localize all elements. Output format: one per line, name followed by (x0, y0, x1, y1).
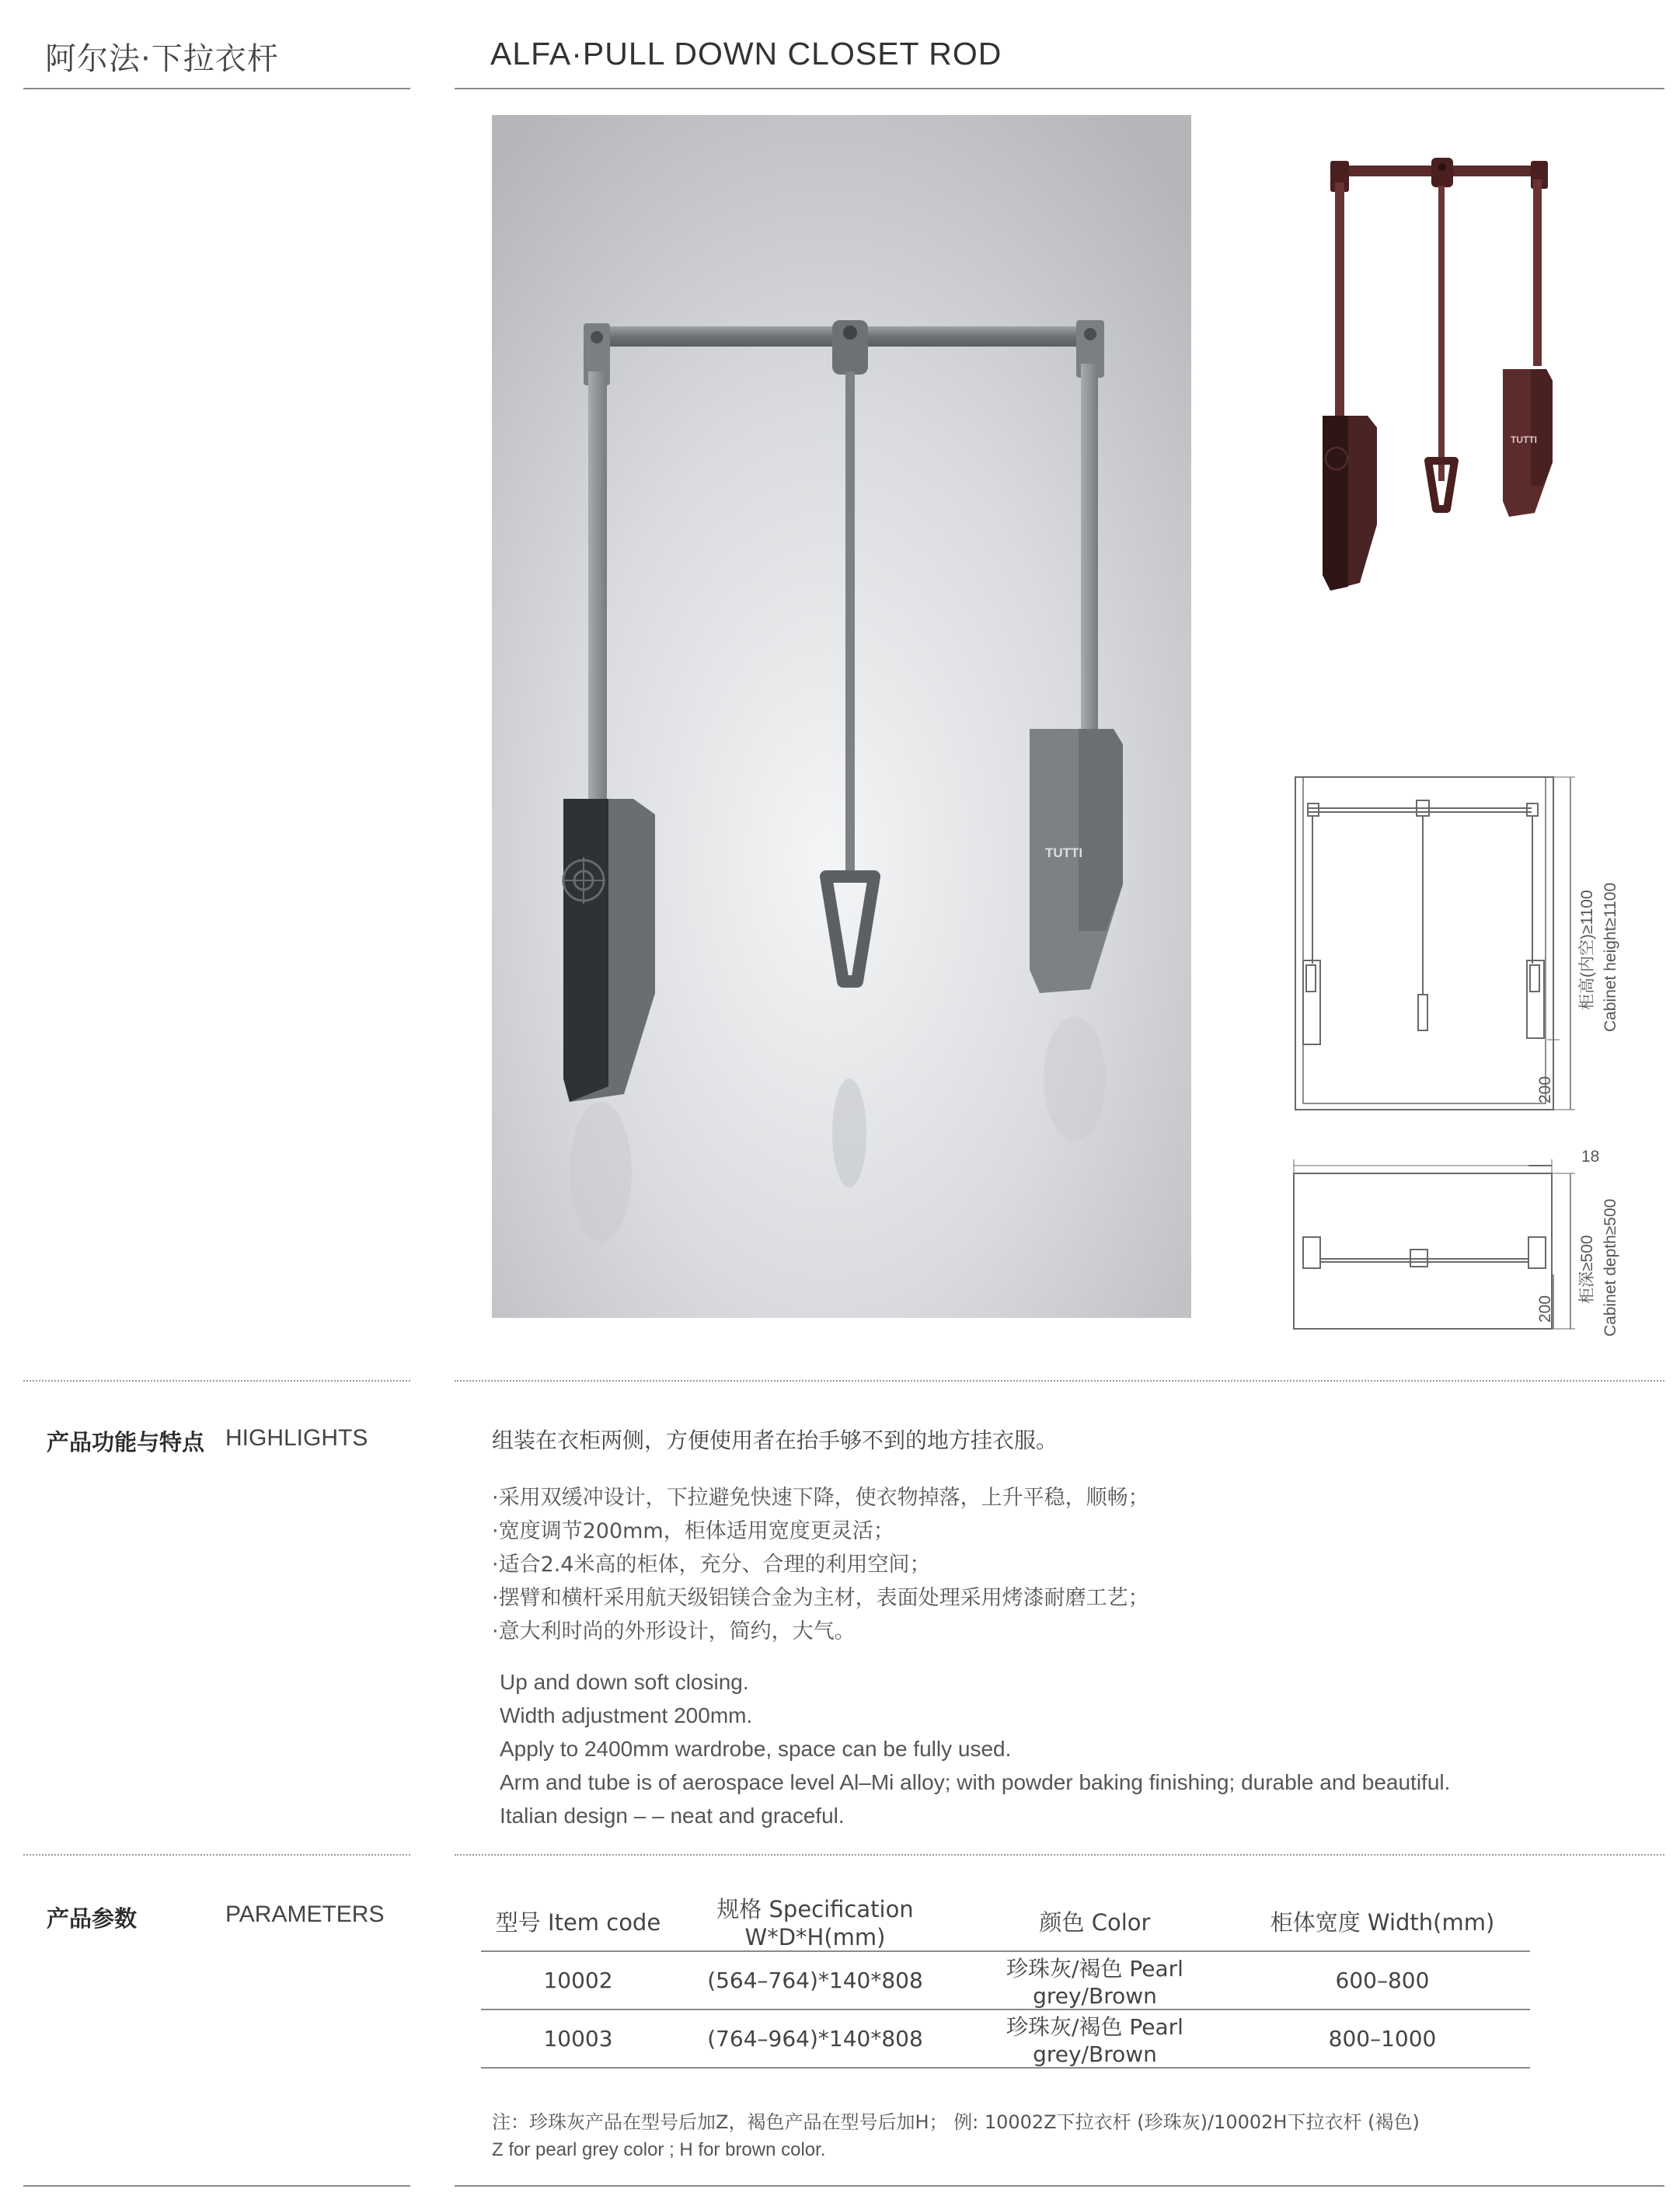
cell-spec: (764–964)*140*808 (675, 2010, 955, 2068)
divider-left-1 (23, 1380, 410, 1382)
photo-brand-logo: TUTTI (1045, 845, 1083, 860)
cell-item-code: 10003 (481, 2010, 675, 2068)
header-rule-left (23, 88, 410, 89)
divider-right-1 (455, 1380, 1664, 1382)
feature-line-en: Apply to 2400mm wardrobe, space can be fully used. (500, 1737, 1012, 1761)
table-row (481, 1951, 1530, 2010)
divider-left-2 (23, 1854, 410, 1856)
note-en: Z for pearl grey color ; H for brown color. (492, 2139, 826, 2160)
cell-item-code: 10002 (481, 1951, 675, 2010)
feature-line-en: Width adjustment 200mm. (500, 1703, 753, 1727)
cell-color: 珍珠灰/褐色 Pearl grey/Brown (955, 2010, 1235, 2068)
feature-line-en: Up and down soft closing. (500, 1670, 749, 1694)
product-photo-brown (1313, 152, 1562, 602)
highlights-label-en: HIGHLIGHTS (225, 1425, 368, 1451)
divider-right-2 (455, 1854, 1664, 1856)
front-view-height-label-en: Cabinet height≥1100 (1602, 882, 1619, 1032)
page-title-en: ALFA·PULL DOWN CLOSET ROD (490, 36, 1002, 71)
col-header-width: 柜体宽度 Width(mm) (1235, 1892, 1530, 1951)
col-header-spec: 规格 Specification W*D*H(mm) (675, 1892, 955, 1951)
bullet-cn: ·采用双缓冲设计，下拉避免快速下降，使衣物掉落，上升平稳，顺畅； (492, 1486, 1149, 1510)
highlights-label-cn: 产品功能与特点 (47, 1429, 205, 1455)
feature-line-en: Arm and tube is of aerospace level Al–Mi alloy; with powder baking finishing; durable and beautiful. (500, 1770, 1451, 1794)
color-photo-brand-logo: TUTTI (1511, 434, 1537, 445)
bullet-cn: ·适合2.4米高的柜体，充分、合理的利用空间； (492, 1553, 931, 1577)
highlights-intro: 组装在衣柜两侧，方便使用者在抬手够不到的地方挂衣服。 (492, 1427, 1058, 1453)
footer-rule-right (455, 2185, 1664, 2187)
top-view-cabinet (1294, 1173, 1552, 1329)
cell-spec: (564–764)*140*808 (675, 1951, 955, 2010)
technical-drawing (1286, 762, 1643, 1352)
top-view-side-dim: 18 (1581, 1148, 1600, 1166)
table-header-row (481, 1892, 1530, 1951)
bullet-cn: ·意大利时尚的外形设计，简约，大气。 (492, 1619, 856, 1644)
col-header-item-code: 型号 Item code (481, 1892, 675, 1951)
page-title-cn: 阿尔法·下拉衣杆 (45, 41, 279, 77)
cell-color: 珍珠灰/褐色 Pearl grey/Brown (955, 1951, 1235, 2010)
note (492, 2108, 1420, 2164)
top-view-offset-dim: 200 (1536, 1295, 1554, 1323)
feature-line-en: Italian design – – neat and graceful. (500, 1804, 845, 1828)
cell-width: 600–800 (1235, 1951, 1530, 2010)
parameters-label-cn: 产品参数 (47, 1905, 138, 1932)
front-view-height-label-cn: 柜高(内空)≥1100 (1578, 890, 1596, 1010)
bullet-cn: ·摆臂和横杆采用航天级铝镁合金为主材，表面处理采用烤漆耐磨工艺； (492, 1586, 1149, 1610)
cell-width: 800–1000 (1235, 2010, 1530, 2068)
top-view-depth-label-cn: 柜深≥500 (1578, 1235, 1596, 1304)
top-view-depth-label-en: Cabinet depth≥500 (1602, 1198, 1619, 1337)
front-view-offset-dim: 200 (1536, 1075, 1554, 1103)
col-header-color: 颜色 Color (955, 1892, 1235, 1951)
parameters-label-en: PARAMETERS (225, 1901, 385, 1927)
product-photo-grey (492, 115, 1191, 1318)
highlights-bullets-cn (492, 1481, 1149, 1648)
bullet-cn: ·宽度调节200mm，柜体适用宽度更灵活； (492, 1519, 894, 1543)
highlights-lines-en (500, 1665, 1450, 1832)
footer-rule-left (23, 2185, 410, 2187)
parameters-table (481, 1892, 1530, 2069)
note-cn: 注：珍珠灰产品在型号后加Z，褐色产品在型号后加H； 例: 10002Z下拉衣杆 (珍珠灰)/10002H下拉衣杆 (褐色) (492, 2111, 1420, 2133)
table-row (481, 2010, 1530, 2068)
front-view-cabinet (1295, 777, 1553, 1110)
header-rule-right (455, 88, 1664, 89)
